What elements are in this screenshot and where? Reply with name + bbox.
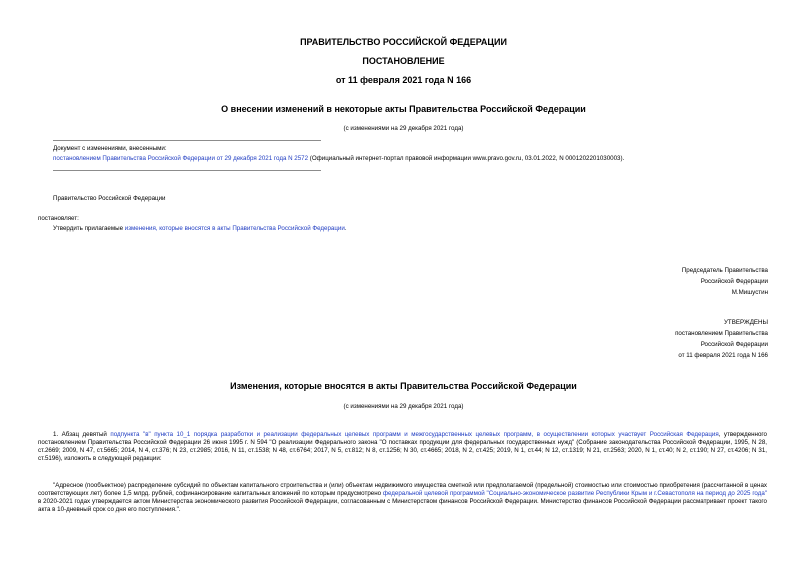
signature-country: Российской Федерации	[700, 278, 768, 285]
approved-date: от 11 февраля 2021 года N 166	[678, 352, 768, 359]
amendment-source-text: (Официальный интернет-портал правовой информации www.pravo.gov.ru, 03.01.2022, N 0001202201030003).	[308, 155, 625, 162]
amendment-link[interactable]: постановлением Правительства Российской Федерации от 29 декабря 2021 года N 2572	[53, 155, 309, 162]
approve-sentence	[53, 225, 347, 233]
paragraph-1	[38, 431, 767, 463]
signature-title: Председатель Правительства	[681, 267, 768, 274]
paragraph-2	[38, 482, 767, 514]
paragraph-1-prefix: 1. Абзац девятый	[53, 431, 111, 438]
approved-heading: УТВЕРЖДЕНЫ	[724, 319, 768, 326]
section-revision-note: (с изменениями на 29 декабря 2021 года)	[343, 403, 464, 410]
amendments-label: Документ с изменениями, внесенными:	[53, 145, 167, 152]
government-heading: ПРАВИТЕЛЬСТВО РОССИЙСКОЙ ФЕДЕРАЦИИ	[300, 37, 507, 47]
approve-prefix: Утвердить прилагаемые	[53, 225, 125, 232]
paragraph-1-link[interactable]: подпункта "в" пункта 10_1 порядка разработки и реализации федеральных целевых программ и межгосударственных целевых программ, в осуществлении которых участвует Российская Федерация	[110, 431, 719, 438]
paragraph-1-rest: (Собрание законодательства Российской Федерации, 1995, N 28, ст.2669; 2009, N 47, ст.5665; 2014, N 4, ст.376; N 23, ст.2985; 2016, N 11, ст.1538; N 48, ст.6764; 2017, N 5, ст.812; N 8, ст.1256; N 30, ст.4665; 2018, N 2, ст.425; 2019, N 1, ст.44; N 12, ст.1319; N 21, ст.2563; 2020, N 1, ст.40; N 2, ст.190; N 27, ст.4206; N 31, ст.5196), изложить в следующей редакции:	[38, 439, 767, 462]
decides-text: постановляет:	[38, 215, 79, 222]
paragraph-1-mid: , утвержденного постановлением Правительства Российской Федерации 26 июня 1995 г. N 594 "О реализации Федерального закона "О поставках продукции для федеральных государственных нужд"	[38, 431, 767, 446]
section-title: Изменения, которые вносятся в акты Правительства Российской Федерации	[230, 381, 577, 391]
signature-name: М.Мишустин	[731, 289, 768, 296]
paragraph-2-part1: "Адресное (пообъектное) распределение субсидий по объектам капитального строительства и (или) объектам недвижимого имущества сметной или предполагаемой (предельной) стоимостью или стоимостью приобретения (рассчитанной в ценах соответствующих лет) более 1,5 млрд. рублей, софинансирование капитальных вложений по которым предусмотрено	[38, 482, 767, 497]
document-date-number: от 11 февраля 2021 года N 166	[335, 75, 472, 85]
divider-top	[53, 140, 321, 141]
amendments-source	[53, 155, 624, 163]
document-title: О внесении изменений в некоторые акты Правительства Российской Федерации	[221, 104, 586, 114]
approve-link[interactable]: изменения, которые вносятся в акты Правительства Российской Федерации	[124, 225, 345, 232]
approve-suffix: .	[344, 225, 347, 232]
approved-country: Российской Федерации	[700, 341, 768, 348]
document-type: ПОСТАНОВЛЕНИЕ	[362, 56, 445, 66]
issuer: Правительство Российской Федерации	[53, 195, 166, 202]
approved-by: постановлением Правительства	[675, 330, 768, 337]
paragraph-2-part2: в 2020-2021 годах утверждается актом Министерства экономического развития Российской Федерации, согласованным с Министерством финансов Российской Федерации. Министерство финансов Российской Федерации рассматривает проект такого акта в 10-дневный срок со дня его поступления.".	[38, 498, 767, 513]
revision-note: (с изменениями на 29 декабря 2021 года)	[343, 125, 464, 132]
paragraph-2-link[interactable]: федеральной целевой программой "Социально-экономическое развитие Республики Крым и г.Севастополя на период до 2025 года"	[382, 490, 767, 497]
divider-bottom	[53, 170, 321, 171]
